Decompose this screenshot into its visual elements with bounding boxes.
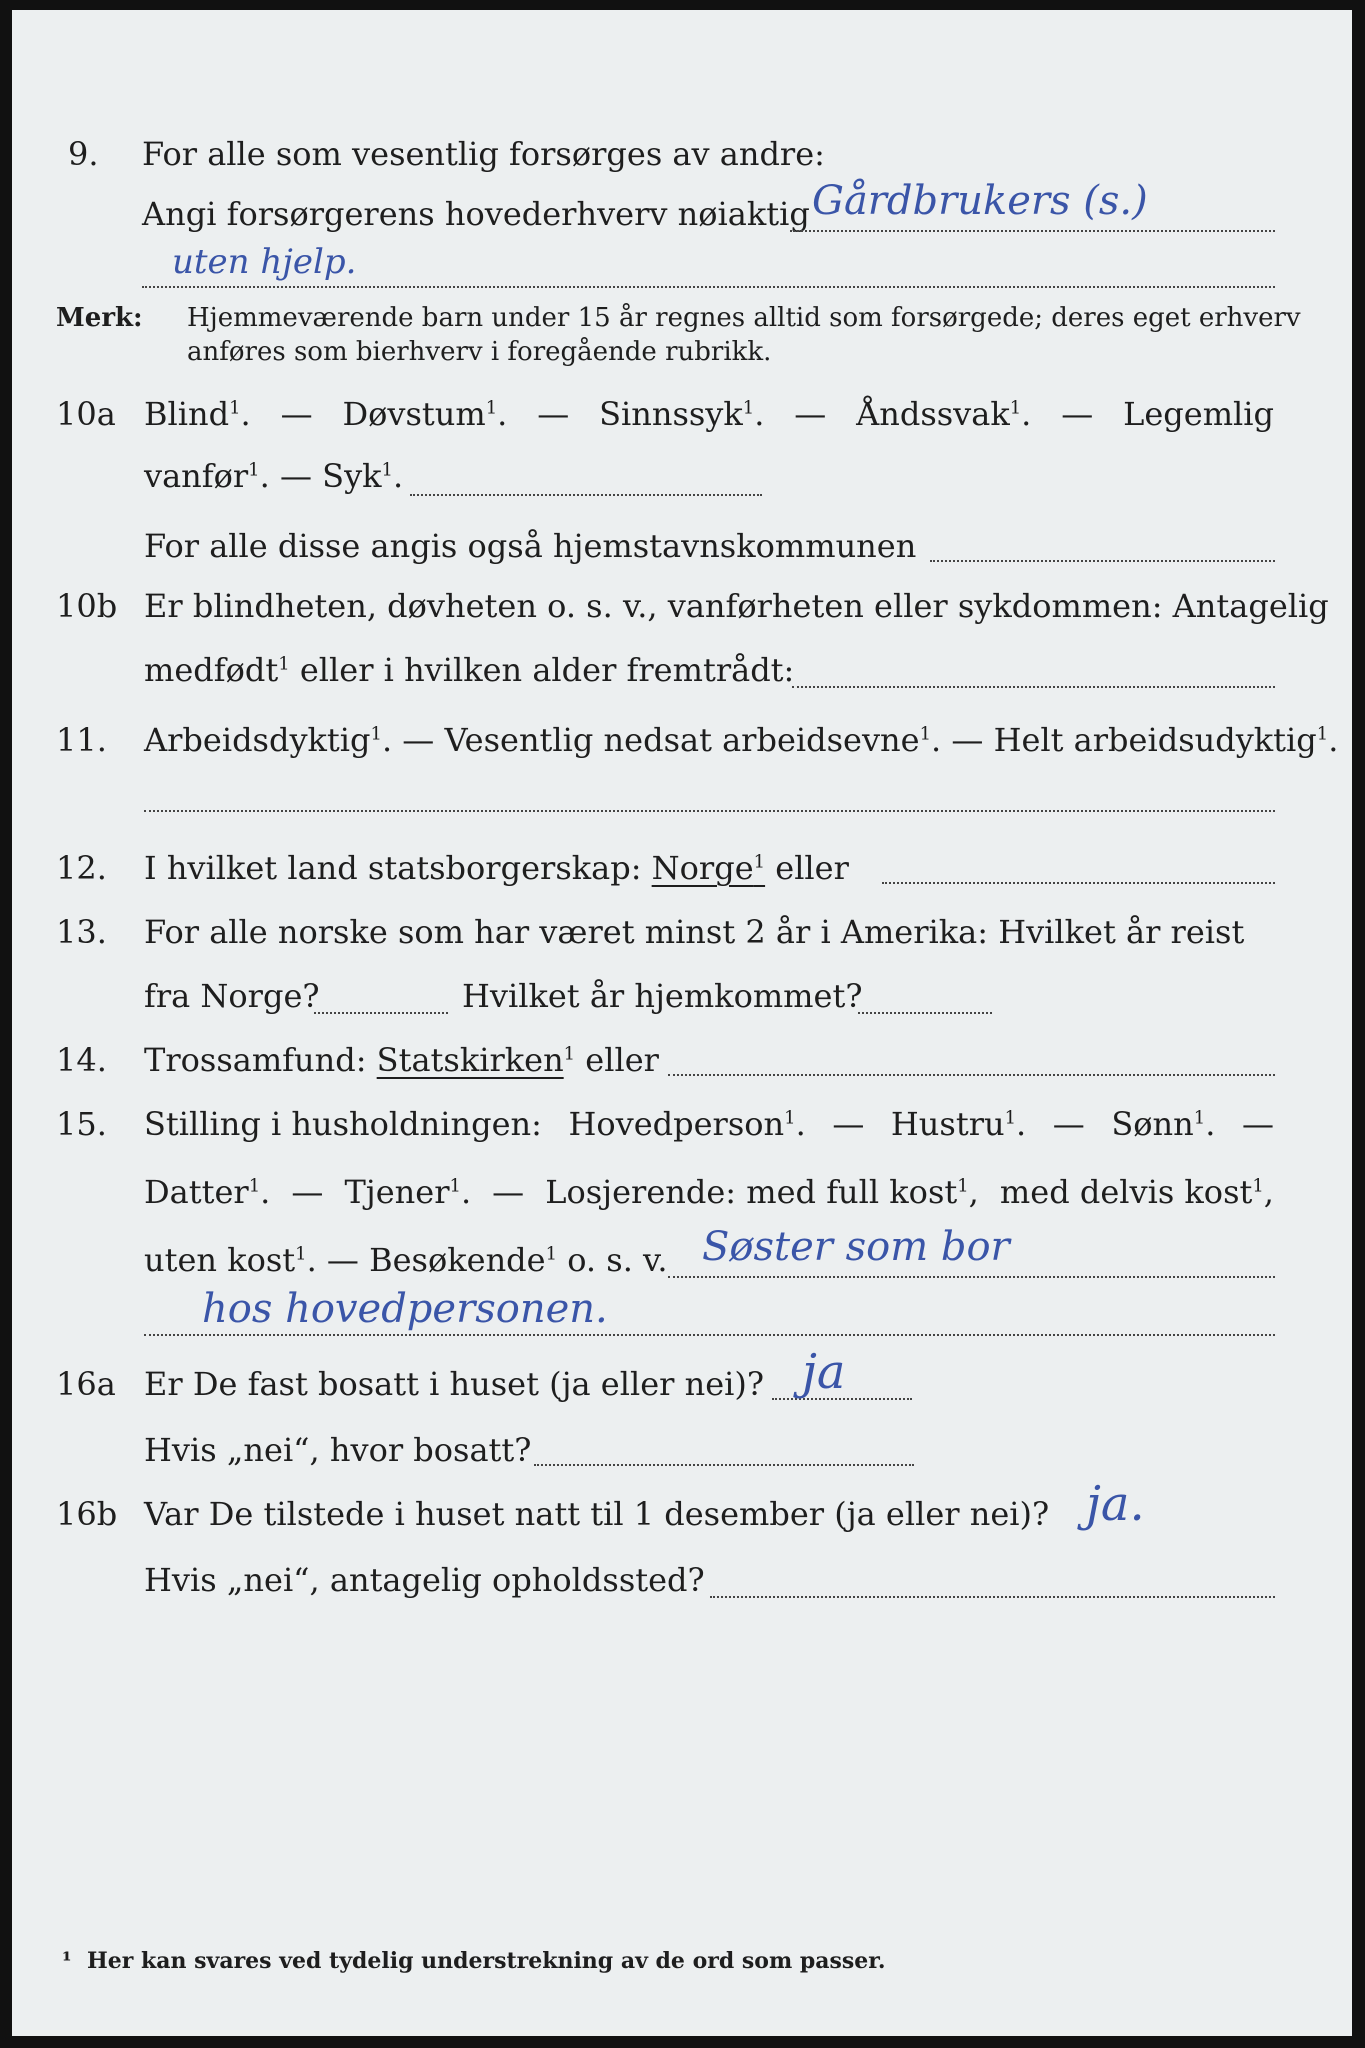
q13-reist-fill-line: [314, 1012, 448, 1014]
q14-statskirken-underlined: Statskirken: [376, 1041, 564, 1079]
q12-fill-line: [882, 882, 1275, 884]
q16a-line1: Er De fast bosatt i huset (ja eller nei)?: [144, 1365, 765, 1403]
q9-handwritten-answer1: Gårdbrukers (s.): [812, 178, 1148, 224]
q9-fill-line: [790, 230, 1275, 232]
q16a-line2: Hvis „nei“, hvor bosatt?: [144, 1431, 532, 1469]
q10a-line1: [144, 394, 1274, 434]
q9-line1: For alle som vesentlig forsørges av andre:: [142, 135, 825, 173]
merk-line2: anføres som bierhverv i foregående rubrikk.: [187, 337, 772, 367]
q16b-line1: Var De tilstede i huset natt til 1 desember (ja eller nei)?: [144, 1495, 1050, 1533]
q16a-bosatt-fill-line: [534, 1464, 914, 1466]
q10a-number: 10a: [56, 395, 116, 433]
q10a-dovstum: Døvstum$^1$.: [342, 395, 508, 433]
q15-delvis: med delvis kost$^1$,: [999, 1173, 1274, 1211]
q13-hjemkommet: Hvilket år hjemkommet?: [462, 977, 863, 1015]
census-form-page: [12, 10, 1352, 2036]
q16b-fill-line: [710, 1596, 1275, 1598]
q13-line1: For alle norske som har været minst 2 år i Amerika: Hvilket år reist: [144, 913, 1245, 951]
q10a-dash-4: —: [1061, 395, 1094, 433]
q10b-line2: medfødt$^1$ eller i hvilken alder fremtrådt:: [144, 651, 795, 689]
q16b-number: 16b: [56, 1495, 118, 1533]
q15-line1: Stilling i husholdningen: Hovedperson$^1$. — Hustru$^1$. — Sønn$^1$. —: [144, 1105, 1274, 1143]
q10a-hjemstavn-fill-line: [930, 560, 1275, 562]
q16b-handwritten-answer: ja.: [1086, 1476, 1145, 1532]
q10a-dash-3: —: [794, 395, 827, 433]
q14-number: 14.: [56, 1041, 107, 1079]
q10a-sinnssyk: Sinnssyk$^1$.: [599, 395, 765, 433]
q14-fill-line: [668, 1074, 1275, 1076]
merk-label: Merk:: [56, 303, 143, 333]
q10a-syk-fill-line: [410, 494, 762, 496]
q9-line2: Angi forsørgerens hovederhverv nøiaktig: [142, 195, 810, 233]
q15-handwritten-answer1: Søster som bor: [702, 1224, 1010, 1270]
q15-line2: Datter$^1$. — Tjener$^1$. — Losjerende: med full kost$^1$, med delvis kost$^1$,: [144, 1173, 1274, 1211]
q13-number: 13.: [56, 913, 107, 951]
q16b-line2: Hvis „nei“, antagelig opholdssted?: [144, 1561, 705, 1599]
q11-fill-line: [144, 810, 1275, 812]
q15-number: 15.: [56, 1105, 107, 1143]
q15-losjerende: Losjerende: med full kost$^1$,: [545, 1173, 979, 1211]
q15-hustru: Hustru$^1$.: [890, 1105, 1027, 1143]
q15-fill-line: [668, 1276, 1275, 1278]
q15-datter: Datter$^1$.: [144, 1173, 271, 1211]
q15-fill-line-2: [144, 1334, 1275, 1336]
q12-line: I hvilket land statsborgerskap: Norge$^1$ eller: [144, 849, 849, 887]
q10a-line3: For alle disse angis også hjemstavnskommunen: [144, 527, 917, 565]
q16a-handwritten-answer: ja: [802, 1344, 846, 1400]
q9-number: 9.: [68, 135, 99, 173]
q15-hovedperson: Hovedperson$^1$.: [568, 1105, 806, 1143]
q13-reist: fra Norge?: [144, 977, 320, 1015]
q9-fill-line-2: [142, 286, 1275, 288]
q14-line: Trossamfund: Statskirken$^1$ eller: [144, 1041, 659, 1079]
q10a-line2: vanfør$^1$. — Syk$^1$.: [144, 457, 404, 495]
q10a-blind: Blind$^1$.: [144, 395, 251, 433]
q10a-legemlig: Legemlig: [1123, 395, 1274, 433]
q10b-line1: Er blindheten, døvheten o. s. v., vanførheten eller sykdommen: Antagelig: [144, 587, 1329, 625]
q12-norge-underlined: Norge$^1$: [651, 849, 766, 887]
q10a-dash-2: —: [537, 395, 570, 433]
q10a-dash-1: —: [280, 395, 313, 433]
q11-options: Arbeidsdyktig$^1$. — Vesentlig nedsat arbeidsevne$^1$. — Helt arbeidsudyktig$^1$.: [144, 721, 1339, 759]
q16a-number: 16a: [56, 1365, 116, 1403]
merk-line1: Hjemmeværende barn under 15 år regnes alltid som forsørgede; deres eget erhverv: [187, 303, 1301, 333]
q10b-fill-line: [792, 686, 1275, 688]
q10b-number: 10b: [56, 587, 118, 625]
q13-hjemkommet-fill-line: [858, 1012, 992, 1014]
footnote: ¹ Her kan svares ved tydelig understrekning av de ord som passer.: [62, 1948, 886, 1974]
q10a-andssvak: Åndssvak$^1$.: [856, 395, 1032, 433]
q15-tjener: Tjener$^1$.: [344, 1173, 472, 1211]
q12-number: 12.: [56, 849, 107, 887]
q11-number: 11.: [56, 721, 107, 759]
q15-handwritten-answer2: hos hovedpersonen.: [202, 1286, 608, 1332]
q15-sonn: Sønn$^1$.: [1111, 1105, 1216, 1143]
q9-handwritten-answer2: uten hjelp.: [172, 242, 357, 282]
q15-line3: uten kost$^1$. — Besøkende$^1$ o. s. v.: [144, 1241, 668, 1279]
